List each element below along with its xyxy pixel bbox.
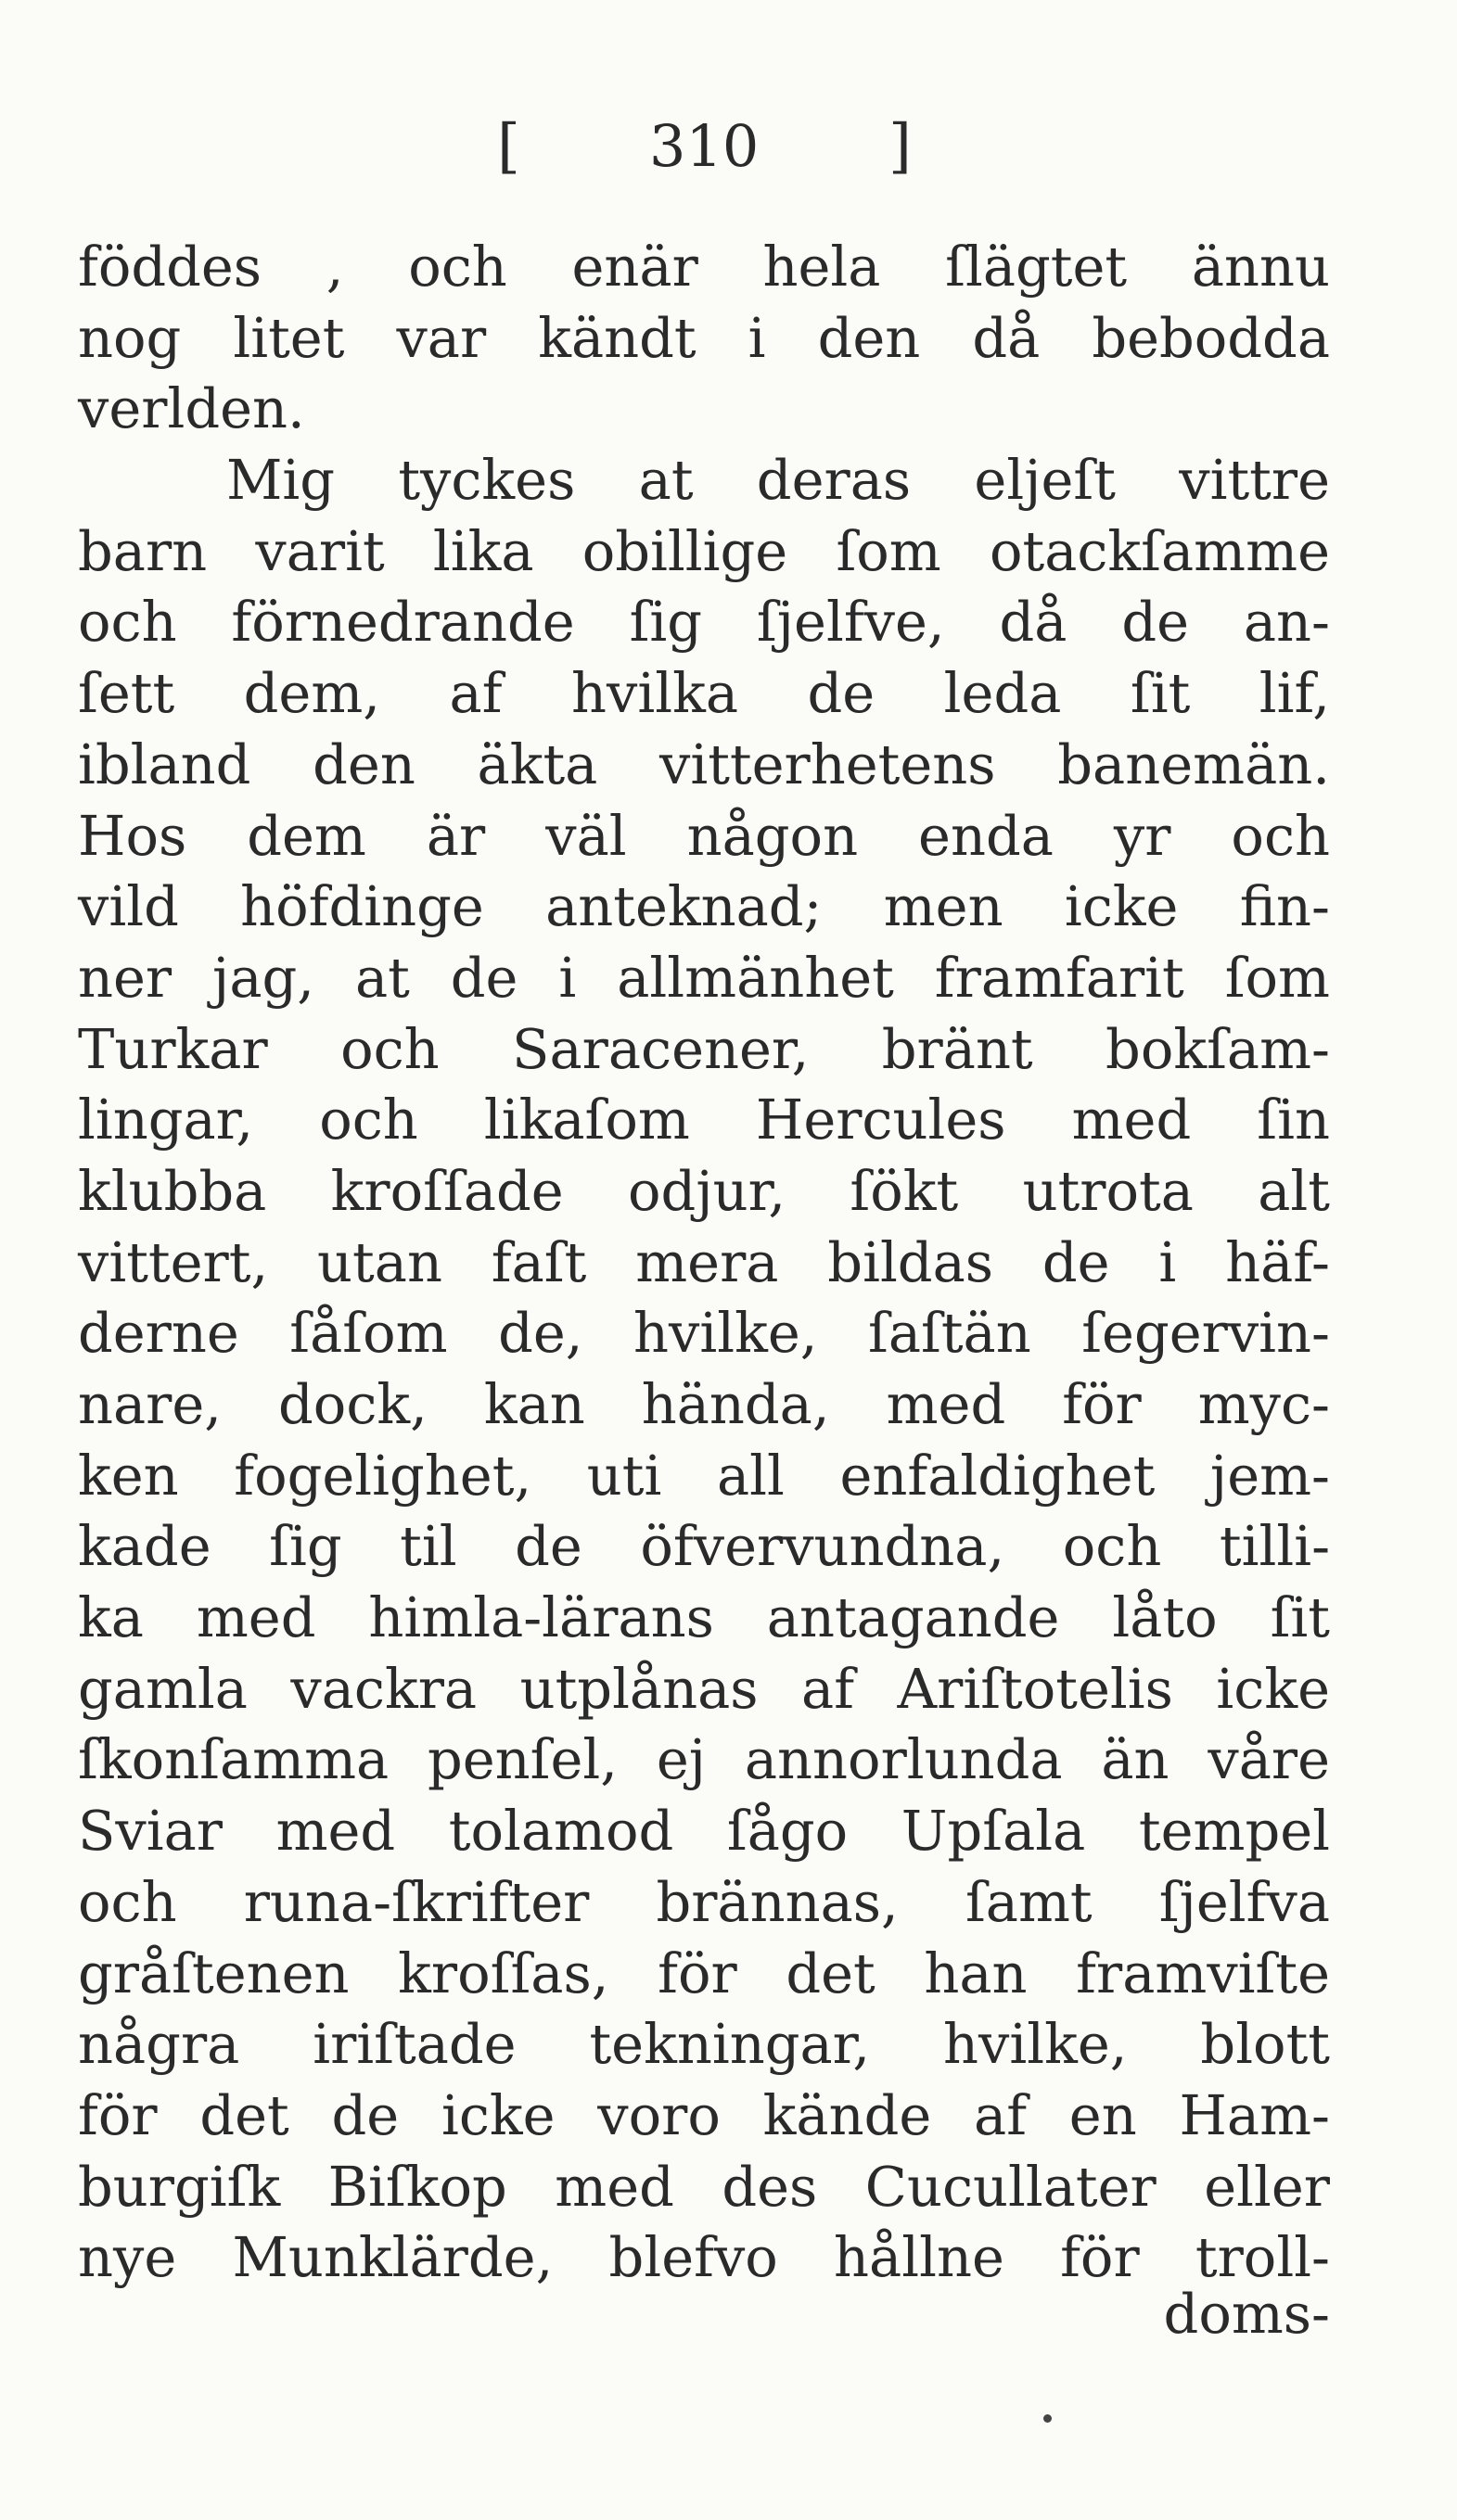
header-bracket-open: [ [497, 112, 520, 181]
catchword: doms- [1163, 2282, 1330, 2346]
text-line: burgiſk Biſkop med des Cucullater eller [78, 2154, 1330, 2219]
text-line: ibland den äkta vitterhetens banemän. [78, 732, 1330, 796]
text-line: gråſtenen kroſſas, för det han framviſte [78, 1941, 1330, 2005]
text-line: verlden. [78, 376, 305, 441]
text-line: nog litet var kändt i den då bebodda [78, 305, 1330, 370]
text-line: derne ſåſom de, hvilke, ſaſtän ſegervin- [78, 1301, 1330, 1366]
text-line: och förnedrande ſig ſjelfve, då de an- [78, 590, 1330, 655]
header-bracket-close: ] [888, 112, 912, 181]
text-line: nye Munklärde, blefvo hållne för troll- [78, 2225, 1330, 2290]
body-text [78, 232, 1330, 2294]
text-line: Mig tyckes at deras eljeſt vittre [226, 448, 1330, 513]
text-line: Hos dem är väl någon enda yr och [78, 803, 1330, 868]
text-line: vittert, utan faſt mera bildas de i häf- [78, 1229, 1330, 1294]
text-line: ken fogelighet, uti all enfaldighet jem- [78, 1443, 1330, 1508]
text-line: ſkonſamma penſel, ej annorlunda än våre [78, 1727, 1330, 1792]
text-line: barn varit lika obillige ſom otackſamme [78, 518, 1330, 583]
text-line: kade ſig til de öfvervundna, och tilli- [78, 1514, 1330, 1579]
text-line: ner jag, at de i allmänhet framfarit ſom [78, 945, 1330, 1010]
text-line: nare, dock, kan hända, med för myc- [78, 1372, 1330, 1436]
text-line: för det de icke voro kände af en Ham- [78, 2082, 1330, 2147]
text-line: ſett dem, af hvilka de leda ſit lif, [78, 661, 1330, 726]
text-line: föddes , och enär hela ſlägtet ännu [78, 235, 1330, 299]
text-line: några iriſtade tekningar, hvilke, blott [78, 2012, 1330, 2077]
text-line: Sviar med tolamod ſågo Upſala tempel [78, 1799, 1330, 1864]
text-line: lingar, och likaſom Hercules med ſin [78, 1088, 1330, 1152]
text-line: och runa-ſkrifter brännas, ſamt ſjelfva [78, 1869, 1330, 1934]
text-line: vild höfdinge anteknad; men icke fin- [78, 874, 1330, 939]
text-line: Turkar och Saracener, bränt bokſam- [78, 1016, 1330, 1081]
page-number: 310 [649, 112, 760, 180]
page-header [0, 109, 1457, 184]
text-line: gamla vackra utplånas af Ariſtotelis icke [78, 1656, 1330, 1721]
text-line: ka med himla-lärans antagande låto ſit [78, 1585, 1330, 1650]
ink-speck [1043, 2414, 1052, 2423]
text-line: klubba kroſſade odjur, ſökt utrota alt [78, 1158, 1330, 1223]
